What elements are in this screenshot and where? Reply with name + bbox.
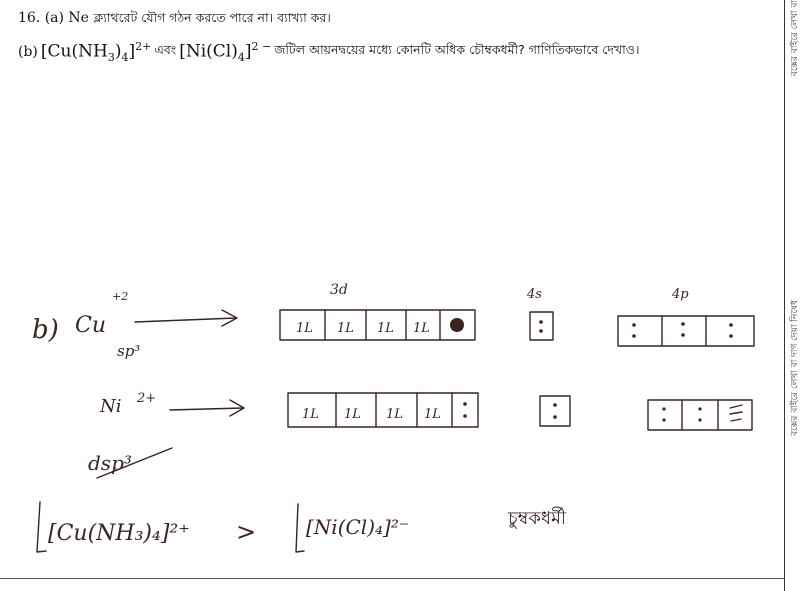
svg-text:1L: 1L [344,407,361,422]
label-3d: 3d [330,282,348,298]
question-16a-text: ক্ল্যাথরেট যৌগ গঠন করতে পারে না। ব্যাখ্যা কর। [93,10,331,25]
svg-text:1L: 1L [424,407,441,422]
svg-text:1L: 1L [337,321,354,336]
ni-4s-orbital-box [540,396,570,426]
answer-label: b) [32,315,59,345]
ni-4p-orbital-boxes [648,400,752,430]
conclusion-right-complex: [Ni(Cl)₄]²⁻ [306,515,410,539]
svg-text:1L: 1L [386,407,403,422]
cu-hybridization: sp³ [117,342,141,360]
complex-cu-formula: $[Cu(NH_3)_4]^{2+}$ [40,40,152,65]
complex-ni-formula: $[Ni(Cl)_4]^{2 -}$ [179,40,272,65]
ni-hybridization: dsp³ [88,451,132,475]
connector-and: এবং [154,42,177,58]
cu-3d-orbital-boxes [280,310,475,340]
label-4s: 4s [527,287,542,302]
margin-warning-top: বক্সের বাইরে লেখা বা [790,0,800,77]
svg-text:1L: 1L [413,321,430,336]
question-16b-text: জটিল আয়নদ্বয়ের মধ্যে কোনটি অধিক চৌম্বকধর্মী? গাণিতিকভাবে দেখাও। [274,42,640,58]
cu-ion: Cu [75,313,107,338]
conclusion-left-complex: [Cu(NH₃)₄]²⁺ [48,521,190,546]
cu-4s-orbital-box [530,312,553,340]
cu-arrow [135,310,237,326]
svg-text:1L: 1L [377,321,394,336]
bracket-left-1 [37,502,46,552]
conclusion-word: চুম্বকধর্মী [508,508,567,529]
label-4p: 4p [672,287,689,302]
ni-ion: Ni [100,396,122,417]
ni-3d-orbital-boxes [288,393,478,427]
question-16b-label: (b) [18,44,38,61]
margin-warning-bottom: বক্সের বাইরে লেখা বা দাগ দেয়া নিষেধ [790,300,800,436]
cu-charge: +2 [112,290,129,303]
cu-4p-orbital-boxes [618,316,754,346]
svg-text:1L: 1L [302,407,319,422]
ni-charge: 2+ [137,391,157,406]
conclusion-relation: > [236,518,257,546]
question-number: 16. (a) Ne [18,10,89,26]
box-border-bottom [0,578,785,579]
bracket-left-2 [296,504,304,552]
svg-text:1L: 1L [296,321,313,336]
ni-arrow [170,400,244,416]
